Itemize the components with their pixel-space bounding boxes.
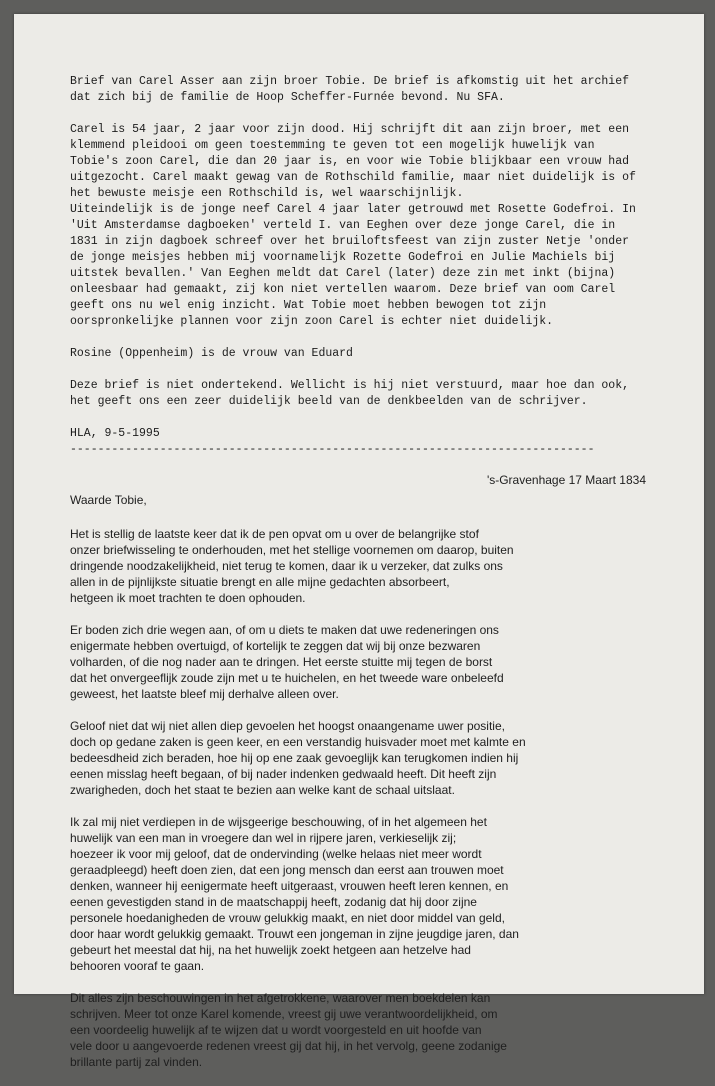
dashed-divider: ---------------------------------------------------------------------------- [70, 443, 595, 456]
letter-paragraph-2: Er boden zich drie wegen aan, of om u diets te maken dat uwe redeneringen ons enigermate hebben overtuigd, of kortelijk te zeggen dat wij bij onze bezwaren volharden, of die nog nader aan te dringen. Het eerste stuitte mij tegen de borst dat het onvergeeflijk zoude zijn met u te huichelen, en het tweede ware onbeleefd geweest, het laatste bleef mij derhalve alleen over. [70, 623, 504, 701]
intro-signature: HLA, 9-5-1995 [70, 427, 160, 440]
letter-paragraph-5: Dit alles zijn beschouwingen in het afgetrokkene, waarover men boekdelen kan schrijven. Meer tot onze Karel komende, vreest gij uwe verantwoordelijkheid, om een voordeelig huwelijk af te wijzen dat u wordt voorgesteld en uit hoofde van vele door u aangevoerde redenen vreest gij dat hij, in het vervolg, geene zodanige brillante partij zal vinden. [70, 991, 507, 1069]
intro-paragraph-2: Carel is 54 jaar, 2 jaar voor zijn dood. Hij schrijft dit aan zijn broer, met een klemmend pleidooi om geen toestemming te geven tot een mogelijk huwelijk van Tobie's zoon Carel, die dan 20 jaar is, en voor wie Tobie blijkbaar een vrouw had uitgezocht. Carel maakt gewag van de Rothschild familie, maar niet duidelijk is of het bewuste meisje een Rothschild is, wel waarschijnlijk. [70, 123, 636, 200]
letter-salutation: Waarde Tobie, [70, 493, 147, 507]
letter-paragraph-3: Geloof niet dat wij niet allen diep gevoelen het hoogst onaangename uwer positie, doch op gedane zaken is geen keer, en een verstandig huisvader moet met kalmte en bedeesdheid zich beraden, hoe hij op ene zaak gevoeglijk kan terugkomen indien hij eenen misslag heeft begaan, of bij nader indenken gedwaald heeft. Dit heeft zijn zwarigheden, doch het staat te bezien aan welke kant de schaal uitslaat. [70, 719, 526, 797]
intro-paragraph-5: Deze brief is niet ondertekend. Wellicht is hij niet verstuurd, maar hoe dan ook, het geeft ons een zeer duidelijk beeld van de denkbeelden van de schrijver. [70, 379, 629, 408]
letter-paragraph-1: Het is stellig de laatste keer dat ik de pen opvat om u over de belangrijke stof onzer briefwisseling te onderhouden, met het stellige voornemen om daarop, buiten dringende noodzakelijkheid, niet terug te komen, daar ik u verzeker, dat zulks ons allen in de pijnlijkste situatie brengt en alle mijne gedachten absorbeert, hetgeen ik moet trachten te doen ophouden. [70, 527, 514, 605]
letter-dateline: 's-Gravenhage 17 Maart 1834 [486, 473, 646, 487]
document-page [14, 14, 704, 1069]
letter [70, 472, 670, 1070]
intro-paragraph-3: Uiteindelijk is de jonge neef Carel 4 jaar later getrouwd met Rosette Godefroi. In 'Uit Amsterdamse dagboeken' verteld I. van Eeghen over deze jonge Carel, die in 1831 in zijn dagboek schreef over het bruiloftsfeest van zijn zuster Netje 'onder de jonge meisjes hebben mij voornamelijk Rozette Godefroi en Julie Machiels bij uitstek bevallen.' Van Eeghen meldt dat Carel (later) deze zin met inkt (bijna) onleesbaar had gemaakt, zij kon niet vertellen waarom. Deze brief van oom Carel geeft ons nu wel enig inzicht. Wat Tobie moet hebben bewogen tot zijn oorspronkelijke plannen voor zijn zoon Carel is echter niet duidelijk. [70, 203, 636, 328]
intro-paragraph-1: Brief van Carel Asser aan zijn broer Tobie. De brief is afkomstig uit het archief dat zich bij de familie de Hoop Scheffer-Furnée bevond. Nu SFA. [70, 75, 629, 104]
letter-paragraph-4: Ik zal mij niet verdiepen in de wijsgeerige beschouwing, of in het algemeen het huwelijk van een man in vroegere dan wel in rijpere jaren, verkieselijk zij; hoezeer ik voor mij geloof, dat de ondervinding (welke helaas niet meer wordt geraadpleegd) heeft doen zien, dat een jong mensch dan eerst aan trouwen moet denken, wanneer hij eenigermate heeft uitgeraast, vrouwen heeft leren kennen, en eenen gevestigden stand in de maatschappij heeft, zodanig dat hij door zijne personele hoedanigheden de vrouw gelukkig maakt, en niet door middel van geld, door haar wordt gelukkig gemaakt. Trouwt een jongeman in zijne jeugdige jaren, dan gebeurt het meestal dat hij, na het huwelijk zoekt hetgeen aan hetzelve had behooren vooraf te gaan. [70, 815, 519, 973]
intro-paragraph-4: Rosine (Oppenheim) is de vrouw van Eduard [70, 347, 353, 360]
document-body [70, 74, 670, 1086]
